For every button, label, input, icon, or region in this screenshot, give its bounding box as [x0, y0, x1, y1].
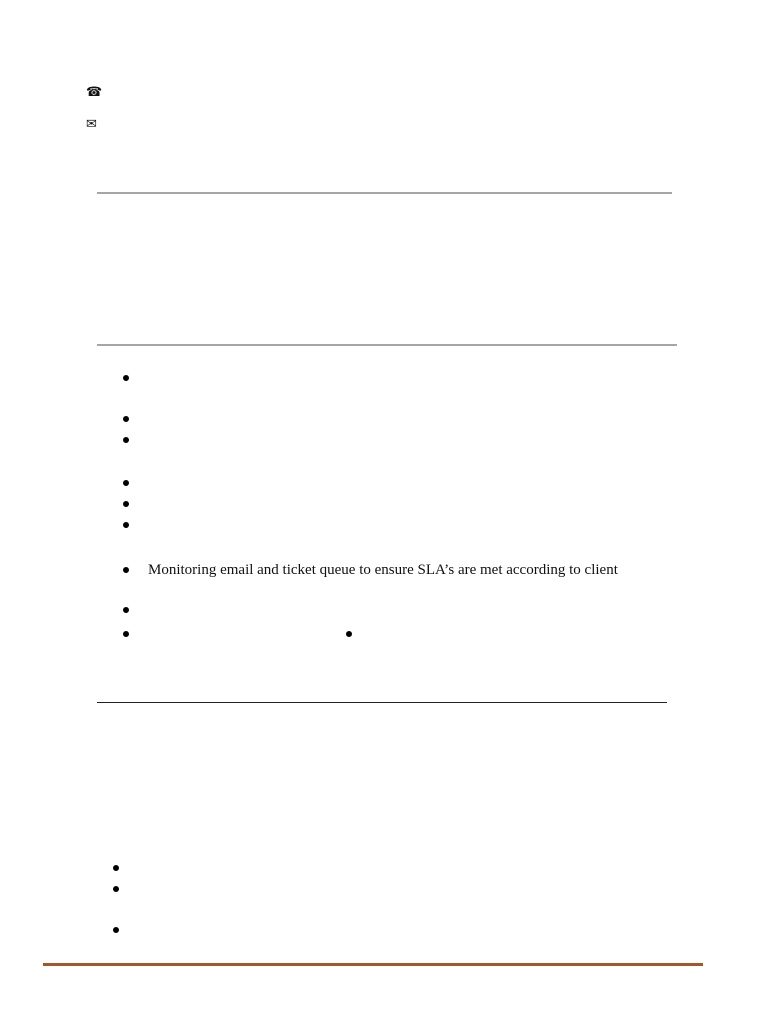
list-bullet [123, 480, 129, 486]
list-bullet [123, 375, 129, 381]
list-bullet [123, 607, 129, 613]
phone-icon: ☎ [86, 85, 103, 100]
section-divider-3 [97, 702, 667, 703]
section-divider-1 [97, 192, 672, 194]
list-bullet [123, 567, 129, 573]
list-bullet [123, 501, 129, 507]
list-bullet [123, 631, 129, 637]
envelope-icon: ✉ [86, 117, 97, 132]
section-divider-2 [97, 344, 677, 346]
list-item-text: Monitoring email and ticket queue to ensure SLA’s are met according to client [148, 562, 618, 578]
list-bullet [123, 416, 129, 422]
list-bullet [123, 437, 129, 443]
list-bullet [113, 927, 119, 933]
list-bullet [113, 886, 119, 892]
list-bullet [123, 522, 129, 528]
list-bullet [113, 865, 119, 871]
footer-divider [43, 963, 703, 966]
list-bullet [346, 631, 352, 637]
